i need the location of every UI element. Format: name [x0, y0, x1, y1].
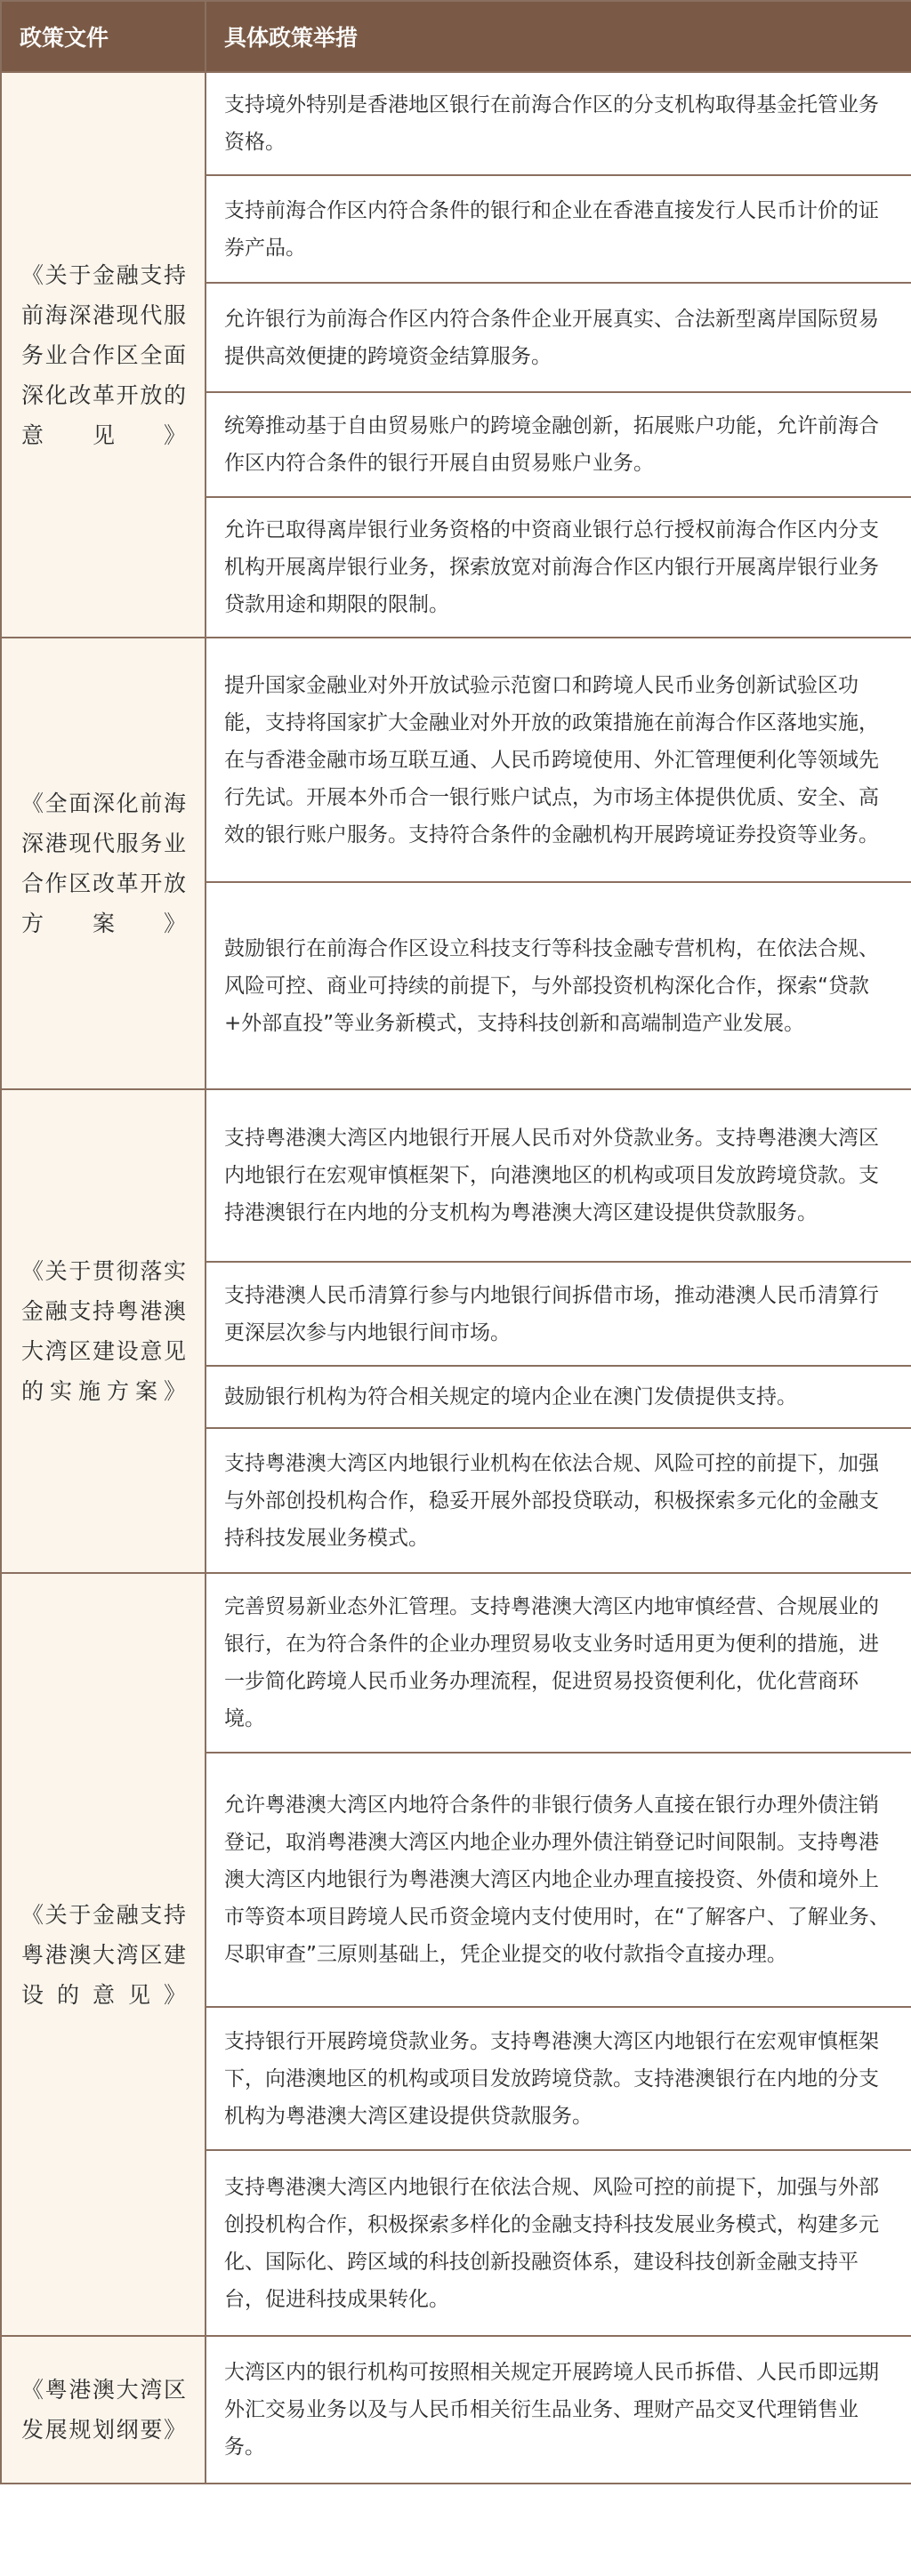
measure-cell: 完善贸易新业态外汇管理。支持粤港澳大湾区内地审慎经营、合规展业的银行，在为符合条件的企业办理贸易收支业务时适用更为便利的措施，进一步简化跨境人民币业务办理流程，促进贸易投资便利化，优化营商环境。 [206, 1573, 911, 1753]
measure-cell: 支持粤港澳大湾区内地银行开展人民币对外贷款业务。支持粤港澳大湾区内地银行在宏观审慎框架下，向港澳地区的机构或项目发放跨境贷款。支持港澳银行在内地的分支机构为粤港澳大湾区建设提供贷款服务。 [206, 1089, 911, 1262]
measure-cell: 允许银行为前海合作区内符合条件企业开展真实、合法新型离岸国际贸易提供高效便捷的跨境资金结算服务。 [206, 283, 911, 392]
table-row [1, 638, 911, 882]
measure-cell: 支持前海合作区内符合条件的银行和企业在香港直接发行人民币计价的证券产品。 [206, 175, 911, 283]
header-specific-measures: 具体政策举措 [206, 1, 911, 72]
measure-cell: 鼓励银行在前海合作区设立科技支行等科技金融专营机构，在依法合规、风险可控、商业可持续的前提下，与外部投资机构深化合作，探索“贷款+外部直投”等业务新模式，支持科技创新和高端制造产业发展。 [206, 882, 911, 1089]
policy-document-cell: 《关于金融支持粤港澳大湾区建设的意见》 [1, 1573, 206, 2336]
measure-cell: 提升国家金融业对外开放试验示范窗口和跨境人民币业务创新试验区功能，支持将国家扩大金融业对外开放的政策措施在前海合作区落地实施，在与香港金融市场互联互通、人民币跨境使用、外汇管理便利化等领域先行先试。开展本外币合一银行账户试点，为市场主体提供优质、安全、高效的银行账户服务。支持符合条件的金融机构开展跨境证券投资等业务。 [206, 638, 911, 882]
table-row [1, 2336, 911, 2484]
policy-document-cell: 《全面深化前海深港现代服务业合作区改革开放方案》 [1, 638, 206, 1089]
header-row [1, 1, 911, 72]
measure-cell: 支持港澳人民币清算行参与内地银行间拆借市场，推动港澳人民币清算行更深层次参与内地银行间市场。 [206, 1262, 911, 1366]
measure-cell: 大湾区内的银行机构可按照相关规定开展跨境人民币拆借、人民币即远期外汇交易业务以及与人民币相关衍生品业务、理财产品交叉代理销售业务。 [206, 2336, 911, 2484]
measure-cell: 允许粤港澳大湾区内地符合条件的非银行债务人直接在银行办理外债注销登记，取消粤港澳大湾区内地企业办理外债注销登记时间限制。支持粤港澳大湾区内地银行为粤港澳大湾区内地企业办理直接投资、外债和境外上市等资本项目跨境人民币资金境内支付使用时，在“了解客户、了解业务、尽职审查”三原则基础上，凭企业提交的收付款指令直接办理。 [206, 1753, 911, 2007]
policy-document-cell: 《关于金融支持前海深港现代服务业合作区全面深化改革开放的意见》 [1, 72, 206, 638]
table-row [1, 72, 911, 175]
policy-document-cell: 《关于贯彻落实金融支持粤港澳大湾区建设意见的实施方案》 [1, 1089, 206, 1573]
header-policy-document: 政策文件 [1, 1, 206, 72]
measure-cell: 允许已取得离岸银行业务资格的中资商业银行总行授权前海合作区内分支机构开展离岸银行业务，探索放宽对前海合作区内银行开展离岸银行业务贷款用途和期限的限制。 [206, 497, 911, 638]
table-row [1, 1573, 911, 1753]
policy-document-cell: 《粤港澳大湾区发展规划纲要》 [1, 2336, 206, 2484]
measure-cell: 支持粤港澳大湾区内地银行业机构在依法合规、风险可控的前提下，加强与外部创投机构合作，稳妥开展外部投贷联动，积极探索多元化的金融支持科技发展业务模式。 [206, 1428, 911, 1573]
measure-cell: 支持银行开展跨境贷款业务。支持粤港澳大湾区内地银行在宏观审慎框架下，向港澳地区的机构或项目发放跨境贷款。支持港澳银行在内地的分支机构为粤港澳大湾区建设提供贷款服务。 [206, 2007, 911, 2150]
measure-cell: 支持境外特别是香港地区银行在前海合作区的分支机构取得基金托管业务资格。 [206, 72, 911, 175]
measure-cell: 鼓励银行机构为符合相关规定的境内企业在澳门发债提供支持。 [206, 1366, 911, 1428]
measure-cell: 支持粤港澳大湾区内地银行在依法合规、风险可控的前提下，加强与外部创投机构合作，积极探索多样化的金融支持科技发展业务模式，构建多元化、国际化、跨区域的科技创新投融资体系，建设科技创新金融支持平台，促进科技成果转化。 [206, 2150, 911, 2336]
table-row [1, 1089, 911, 1262]
measure-cell: 统筹推动基于自由贸易账户的跨境金融创新，拓展账户功能，允许前海合作区内符合条件的银行开展自由贸易账户业务。 [206, 392, 911, 497]
